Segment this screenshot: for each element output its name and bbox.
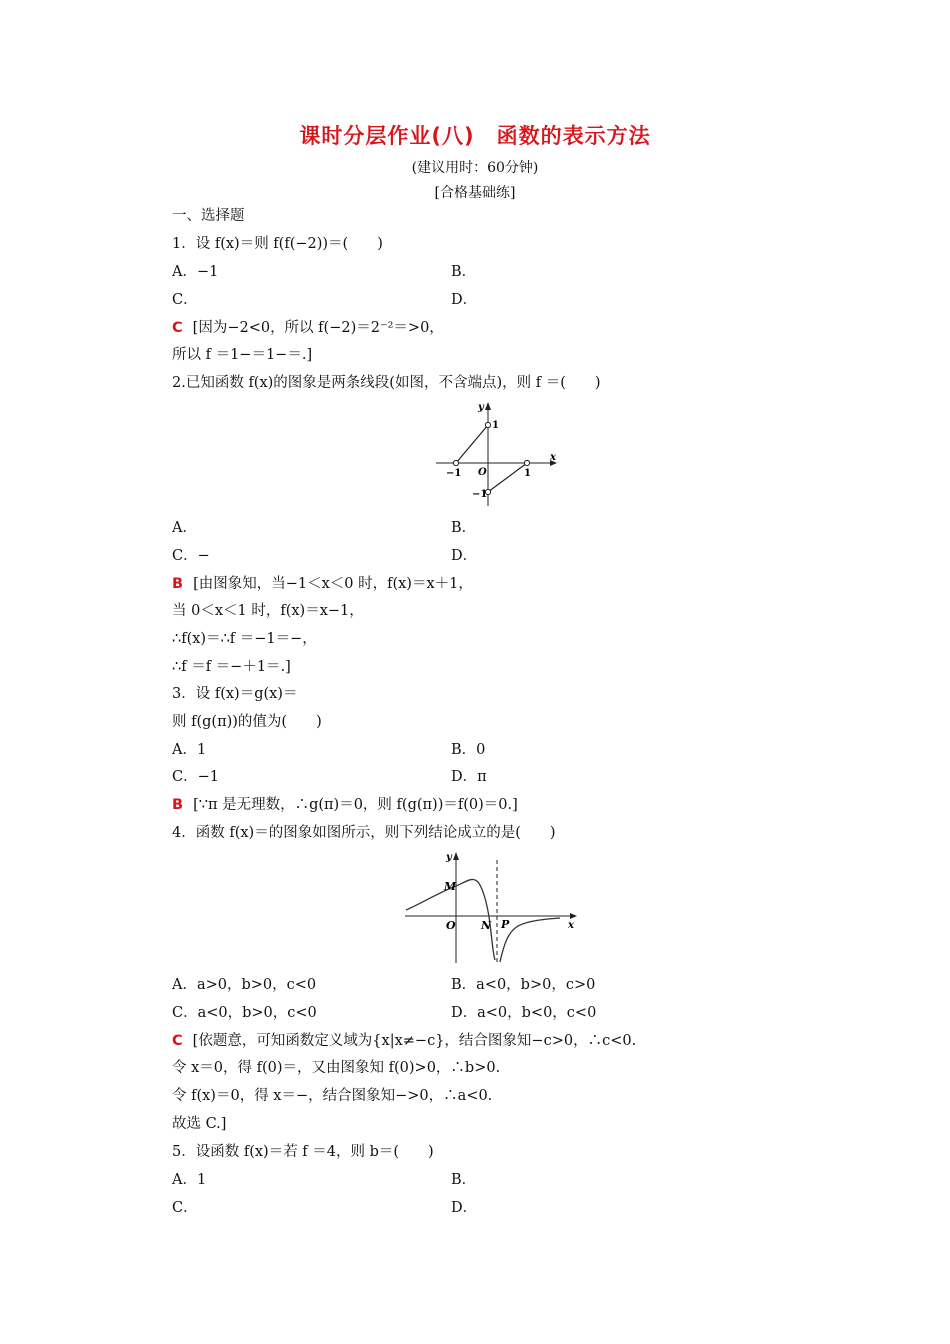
q2-open-point [485, 422, 490, 427]
q4-label-p: P [501, 918, 510, 931]
q2-origin: O [478, 467, 487, 478]
q2-solution [172, 574, 473, 594]
q2-solution-line4: ∴f ＝f ＝−＋1＝.] [172, 659, 291, 675]
q3-stem-line2: 则 f(g(π))的值为( ) [172, 714, 322, 730]
q2-segment-right [488, 463, 527, 492]
q5-option-b: B． [451, 1172, 477, 1188]
q4-figure [400, 848, 580, 966]
q2-solution-line1: [由图象知，当−1＜x＜0 时，f(x)＝x＋1， [193, 576, 473, 592]
q3-option-b: B．0 [451, 742, 486, 758]
q3-stem-line1: 3．设 f(x)＝g(x)＝ [172, 686, 298, 702]
q4-option-d: D．a<0，b<0，c<0 [451, 1005, 597, 1021]
q4-answer: C [172, 1033, 183, 1049]
q2-label-neg1: −1 [472, 489, 488, 500]
q2-segment-left [456, 425, 488, 463]
q2-x-tick-1: 1 [524, 468, 531, 479]
q5-option-a: A．1 [172, 1172, 207, 1188]
q2-open-point [453, 460, 458, 465]
q4-solution-line4: 故选 C.] [172, 1116, 227, 1132]
q3-option-d: D．π [451, 769, 487, 785]
q4-option-b: B．a<0，b>0，c>0 [451, 977, 596, 993]
q1-option-a: A．−1 [172, 264, 219, 280]
q2-y-arrow [485, 402, 491, 410]
q4-solution [172, 1031, 636, 1051]
q4-y-label: y [446, 852, 452, 863]
part-title: 一、选择题 [172, 208, 245, 224]
q2-stem: 2.已知函数 f(x)的图象是两条线段(如图，不含端点)，则 f ＝( ) [172, 375, 601, 391]
q4-stem: 4．函数 f(x)＝的图象如图所示，则下列结论成立的是( ) [172, 825, 556, 841]
q4-solution-line2: 令 x＝0，得 f(0)＝，又由图象知 f(0)>0，∴b>0. [172, 1060, 501, 1076]
q4-solution-line1: [依题意，可知函数定义域为{x|x≠−c}，结合图象知−c>0，∴c<0. [192, 1033, 637, 1049]
q2-option-d: D． [451, 548, 478, 564]
q2-x-label: x [550, 452, 556, 463]
q1-option-b: B． [451, 264, 477, 280]
q4-x-arrow [570, 913, 577, 919]
q2-option-a: A． [172, 520, 197, 536]
q1-option-c: C． [172, 292, 198, 308]
page-title: 课时分层作业(八) 函数的表示方法 [299, 124, 651, 148]
q4-label-n: N [481, 919, 492, 932]
q2-answer: B [172, 576, 184, 592]
q2-figure [430, 398, 560, 510]
q2-label-1: 1 [492, 420, 499, 431]
q5-stem: 5．设函数 f(x)＝若 f ＝4，则 b＝( ) [172, 1144, 434, 1160]
q3-solution [172, 795, 518, 815]
q1-stem: 1．设 f(x)＝则 f(f(−2))＝( ) [172, 236, 383, 252]
q3-solution-line1: [∵π 是无理数，∴g(π)＝0，则 f(g(π))＝f(0)＝0.] [193, 797, 518, 813]
q2-solution-line2: 当 0＜x＜1 时，f(x)＝x−1， [172, 603, 364, 619]
q3-option-a: A．1 [172, 742, 207, 758]
q4-y-arrow [453, 852, 459, 860]
q1-solution-line1: [因为−2<0，所以 f(−2)＝2⁻²＝>0， [192, 320, 444, 336]
q2-open-point [524, 460, 529, 465]
q4-x-label: x [568, 920, 574, 931]
q5-option-d: D． [451, 1200, 478, 1216]
q2-solution-line3: ∴f(x)＝∴f ＝−1＝−， [172, 631, 317, 647]
q4-origin: O [446, 919, 456, 932]
q4-option-a: A．a>0，b>0，c<0 [172, 977, 317, 993]
q1-option-d: D． [451, 292, 478, 308]
q2-option-b: B． [451, 520, 477, 536]
q2-x-tick-neg1: −1 [446, 468, 462, 479]
q4-solution-line3: 令 f(x)＝0，得 x＝−，结合图象知−>0，∴a<0. [172, 1088, 493, 1104]
q1-solution [172, 318, 444, 338]
section-label: [合格基础练] [434, 185, 516, 201]
time-suggestion: (建议用时：60分钟) [411, 160, 539, 176]
q1-answer: C [172, 320, 183, 336]
q3-answer: B [172, 797, 184, 813]
q1-solution-line2: 所以 f ＝1−＝1−＝.] [172, 347, 313, 363]
q3-option-c: C．−1 [172, 769, 219, 785]
q2-y-label: y [478, 402, 484, 413]
q4-option-c: C．a<0，b>0，c<0 [172, 1005, 317, 1021]
q5-option-c: C． [172, 1200, 198, 1216]
q4-label-m: M [444, 880, 457, 893]
q2-option-c: C．− [172, 548, 210, 564]
